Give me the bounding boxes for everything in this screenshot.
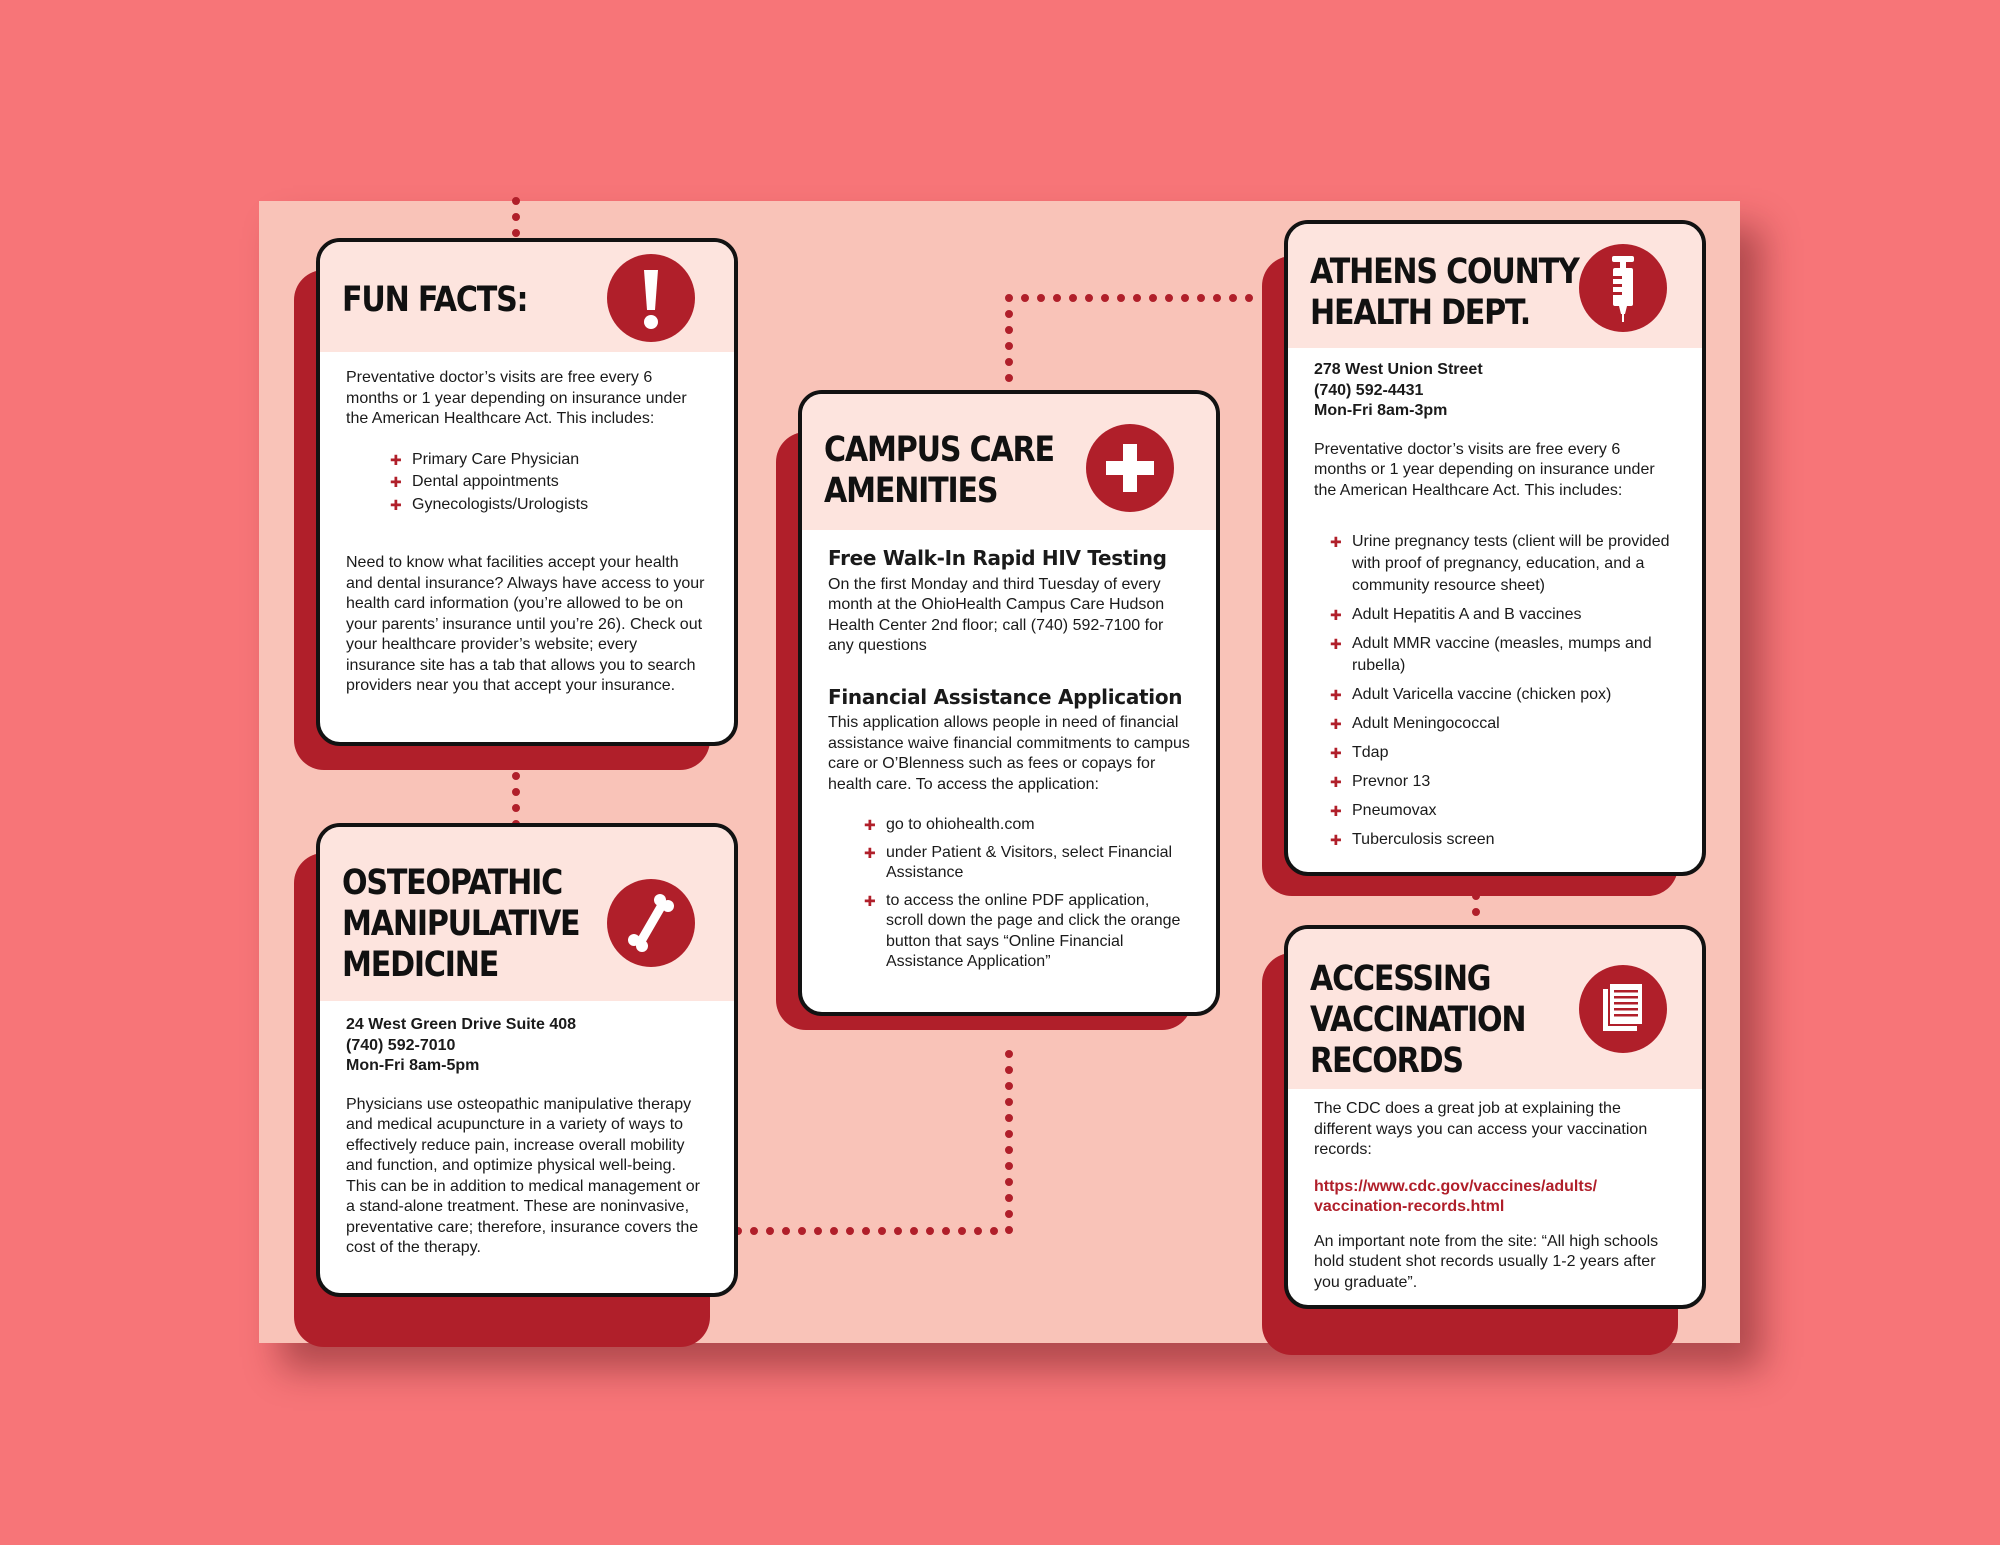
financial-assistance-heading: Financial Assistance Application xyxy=(828,684,1183,709)
list-item: ✚ Adult Meningococcal xyxy=(1330,713,1676,735)
osteopathic-address: 24 West Green Drive Suite 408 (740) 592-7010 Mon-Fri 8am-5pm xyxy=(346,1016,577,1074)
vaccination-records-title: ACCESSING VACCINATION RECORDS xyxy=(1310,959,1526,1081)
athens-county-intro: Preventative doctor’s visits are free every 6 months or 1 year depending on insurance under the American Healthcare Act. This includes: xyxy=(1314,440,1655,499)
list-item: ✚ Adult Hepatitis A and B vaccines xyxy=(1330,604,1676,626)
list-item: ✚ Gynecologists/Urologists xyxy=(390,495,708,516)
fun-facts-title: FUN FACTS: xyxy=(342,280,528,320)
list-item: ✚ Urine pregnancy tests (client will be provided with proof of pregnancy, education, and a community resource sheet) xyxy=(1330,531,1676,597)
list-item: ✚ Primary Care Physician xyxy=(390,450,708,471)
hiv-testing-text: On the first Monday and third Tuesday of every month at the OhioHealth Campus Care Hudson Health Center 2nd floor; call (740) 592-7100 for any questions xyxy=(828,575,1165,654)
exclamation-icon xyxy=(607,254,695,342)
fun-facts-note: Need to know what facilities accept your health and dental insurance? Always have access to your health card information (you’re allowed to be on your parents’ insurance until you’re 26). Check out your healthcare provider’s website; every insurance site has a tab that allows you to search providers near you that accept your insurance. xyxy=(346,554,705,694)
list-item: ✚ Tdap xyxy=(1330,742,1676,764)
medical-cross-icon xyxy=(1086,424,1174,512)
bone-icon xyxy=(607,879,695,967)
osteopathic-text: Physicians use osteopathic manipulative therapy and medical acupuncture in a variety of ways to effectively reduce pain, increase overall mobility and function, and optimize physical well-being. This can be in addition to medical management or a stand-alone treatment. These are noninvasive, preventative care; therefore, insurance covers the cost of the therapy. xyxy=(346,1095,700,1256)
syringe-icon xyxy=(1579,244,1667,332)
cdc-records-link[interactable]: https://www.cdc.gov/vaccines/adults/ vaccination-records.html xyxy=(1314,1177,1598,1215)
campus-care-title: CAMPUS CARE AMENITIES xyxy=(824,430,1054,511)
athens-county-title: ATHENS COUNTY HEALTH DEPT. xyxy=(1310,252,1579,333)
hiv-testing-heading: Free Walk-In Rapid HIV Testing xyxy=(828,546,1167,570)
vaccination-records-intro: The CDC does a great job at explaining the different ways you can access your vaccination records: xyxy=(1314,1100,1648,1158)
list-item: ✚ Adult Varicella vaccine (chicken pox) xyxy=(1330,684,1676,706)
fun-facts-intro: Preventative doctor’s visits are free every 6 months or 1 year depending on insurance under the American Healthcare Act. This includes: xyxy=(346,369,687,427)
vaccination-records-note: An important note from the site: “All high schools hold student shot records usually 1-2 years after you graduate”. xyxy=(1314,1232,1659,1291)
document-icon xyxy=(1579,965,1667,1053)
list-item: ✚ Adult MMR vaccine (measles, mumps and rubella) xyxy=(1330,633,1676,677)
list-item: ✚ under Patient & Visitors, select Financial Assistance xyxy=(864,843,1190,884)
financial-assistance-text: This application allows people in need of financial assistance waive financial commitments to campus care or O’Blenness such as fees or copays for health care. To access the application: xyxy=(828,714,1190,793)
list-item: ✚ Tuberculosis screen xyxy=(1330,829,1676,851)
list-item: ✚ to access the online PDF application, scroll down the page and click the orange button that says “Online Financial Assistance Application” xyxy=(864,891,1190,973)
list-item: ✚ Pneumovax xyxy=(1330,800,1676,822)
list-item: ✚ go to ohiohealth.com xyxy=(864,815,1190,836)
list-item: ✚ Prevnor 13 xyxy=(1330,771,1676,793)
list-item: ✚ Dental appointments xyxy=(390,472,708,493)
athens-county-address: 278 West Union Street (740) 592-4431 Mon-Fri 8am-3pm xyxy=(1314,361,1483,419)
osteopathic-title: OSTEOPATHIC MANIPULATIVE MEDICINE xyxy=(342,863,580,985)
